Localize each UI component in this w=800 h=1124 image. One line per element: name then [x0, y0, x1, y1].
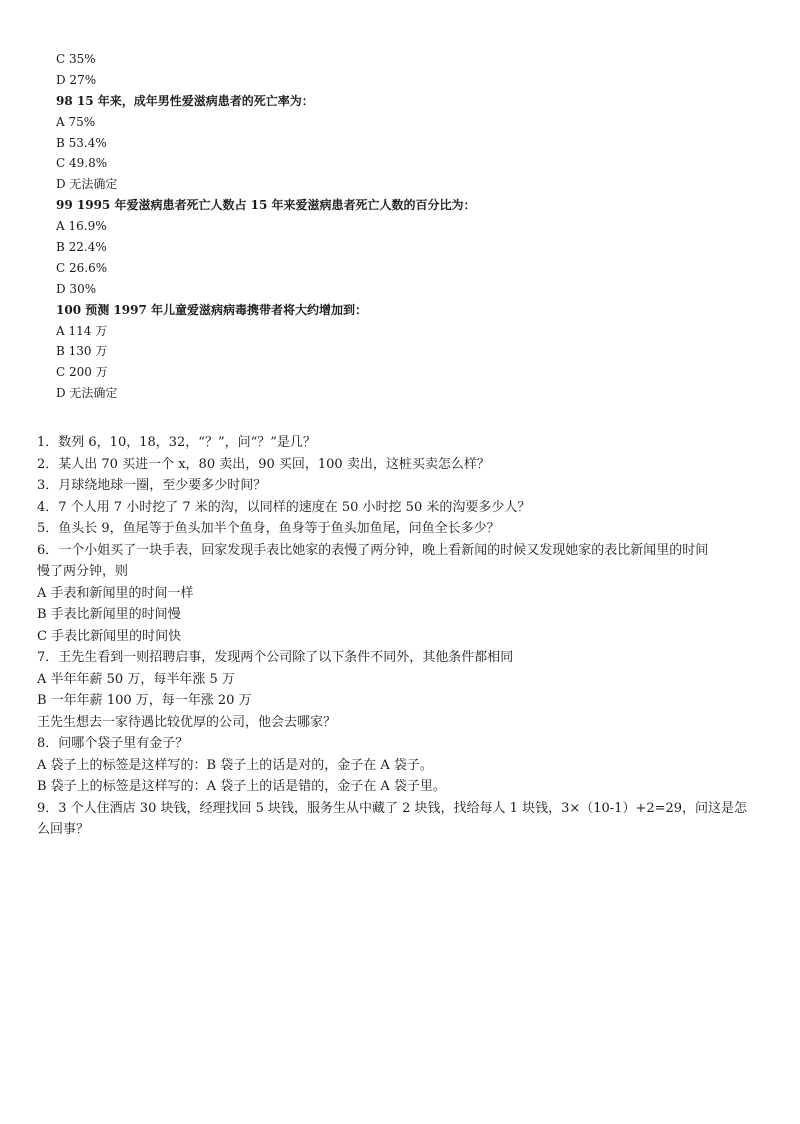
bag-b-label: B 袋子上的标签是这样写的：A 袋子上的话是错的，金子在 A 袋子里。 [37, 779, 446, 794]
riddle-1: 1．数列 6，10，18，32，“？”，问“？”是几？ [37, 435, 316, 450]
riddle-2: 2．某人出 70 买进一个 x，80 卖出，90 买回，100 卖出，这桩买卖怎么样？ [37, 456, 490, 472]
option-line: A 16.9% [56, 219, 107, 234]
riddle-3: 3．月球绕地球一圈，至少要多少时间？ [37, 478, 267, 493]
option-line: B 一年年薪 100 万，每一年涨 20 万 [37, 693, 252, 708]
option-line: A 手表和新闻里的时间一样 [37, 585, 194, 601]
riddle-5: 5．鱼头长 9，鱼尾等于鱼头加半个鱼身，鱼身等于鱼头加鱼尾，问鱼全长多少？ [37, 521, 500, 536]
option-line: B 130 万 [56, 344, 108, 359]
option-line: C 49.8% [56, 156, 108, 171]
option-line: D 无法确定 [56, 177, 118, 192]
option-line: C 手表比新闻里的时间快 [37, 628, 182, 644]
question-98: 98 15 年来，成年男性爱滋病患者的死亡率为： [56, 93, 314, 108]
riddle-9-continued: 么回事？ [37, 822, 90, 837]
riddles-section [37, 432, 777, 841]
riddle-4: 4．7 个人用 7 小时挖了 7 米的沟，以同样的速度在 50 小时挖 50 米的沟要多少人？ [37, 499, 531, 515]
option-line: A 114 万 [56, 323, 108, 338]
option-line: B 22.4% [56, 240, 107, 255]
option-line: B 53.4% [56, 135, 107, 150]
riddle-6: 6．一个小姐买了一块手表，回家发现手表比她家的表慢了两分钟，晚上看新闻的时候又发现她家的表比新闻里的时间 [37, 542, 709, 558]
riddle-9: 9．3 个人住酒店 30 块钱，经理找回 5 块钱，服务生从中藏了 2 块钱，找给每人 1 块钱，3×（10-1）+2=29，问这是怎 [37, 800, 748, 816]
option-line: C 200 万 [56, 365, 108, 380]
option-line: D 30% [56, 281, 97, 296]
option-line: C 26.6% [56, 260, 108, 275]
riddle-6-continued: 慢了两分钟，则 [37, 564, 129, 579]
option-line: C 35% [56, 52, 96, 66]
bag-a-label: A 袋子上的标签是这样写的：B 袋子上的话是对的，金子在 A 袋子。 [37, 757, 433, 773]
option-line: D 无法确定 [56, 386, 118, 401]
previous-questions-section [56, 49, 756, 404]
riddle-7-question: 王先生想去一家待遇比较优厚的公司，他会去哪家？ [37, 714, 337, 730]
option-line: A 75% [56, 114, 96, 129]
question-100: 100 预测 1997 年儿童爱滋病病毒携带者将大约增加到： [56, 302, 367, 317]
option-line: B 手表比新闻里的时间慢 [37, 607, 181, 622]
option-line: A 半年年薪 50 万，每半年涨 5 万 [37, 671, 235, 687]
riddle-8: 8．问哪个袋子里有金子？ [37, 736, 189, 751]
riddle-7: 7．王先生看到一则招聘启事，发现两个公司除了以下条件不同外，其他条件都相同 [37, 650, 514, 665]
question-99: 99 1995 年爱滋病患者死亡人数占 15 年来爱滋病患者死亡人数的百分比为： [56, 198, 476, 213]
option-line: D 27% [56, 72, 97, 87]
